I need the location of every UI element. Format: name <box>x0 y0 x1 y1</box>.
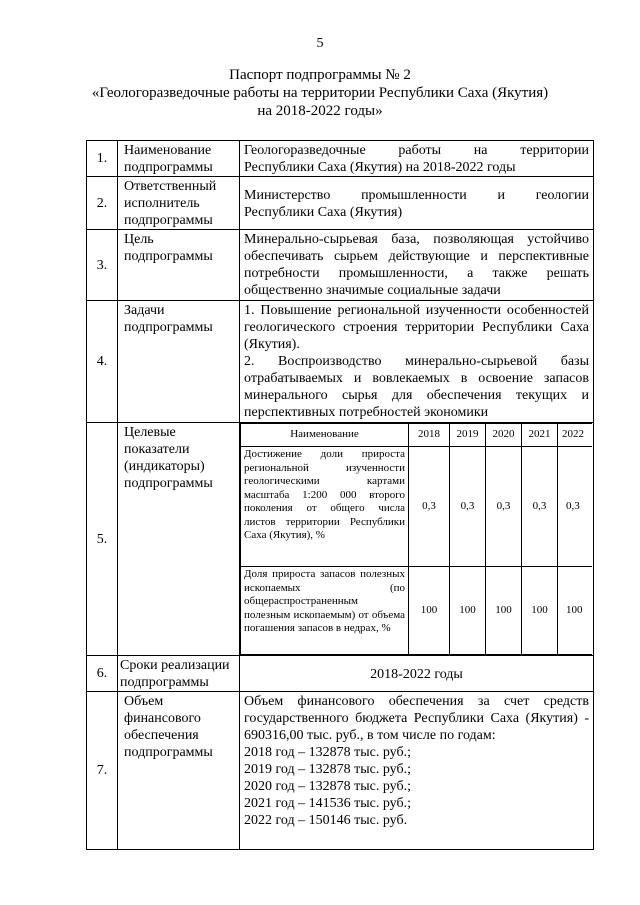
table-row <box>87 692 594 850</box>
indicators-header-name: Наименование <box>241 424 409 447</box>
indicator-value: 100 <box>522 567 558 655</box>
indicator-value: 100 <box>409 567 450 655</box>
row-number: 4. <box>87 301 118 423</box>
table-row <box>87 141 594 177</box>
row-value: 1. Повышение региональной изученности особенностей геологического строения территории Республики Саха (Якутия). 2. Воспроизводство минерально-сырьевой базы отрабатываемых и вовлекаемых в освоение запасов минерального сырья для обеспечения текущих и перспективных потребностей экономики <box>240 301 594 423</box>
document-title <box>60 66 580 120</box>
indicator-name: Доля прироста запасов полезных ископаемых (по общераспространенным полезным ископаемым) от объема погашения запасов в недрах, % <box>241 567 409 655</box>
indicator-value: 100 <box>558 567 593 655</box>
indicators-header-row <box>241 424 593 447</box>
title-line-2: «Геологоразведочные работы на территории Республики Саха (Якутия) <box>91 85 549 101</box>
indicator-value: 0,3 <box>522 447 558 567</box>
row-value: Объем финансового обеспечения за счет средств государственного бюджета Республики Саха (Якутия) - 690316,00 тыс. руб., в том числе по годам: 2018 год – 132878 тыс. руб.; 2019 год – 132878 тыс. руб.; 2020 год – 132878 тыс. руб.; 2021 год – 141536 тыс. руб.; 2022 год – 150146 тыс. руб. <box>240 692 594 850</box>
row-label: Ответственный исполнитель подпрограммы <box>118 177 240 230</box>
row-label: Наименование подпрограммы <box>118 141 240 177</box>
page-number: 5 <box>316 36 324 51</box>
indicator-value: 0,3 <box>558 447 593 567</box>
year-header: 2020 <box>486 424 522 447</box>
year-header: 2021 <box>522 424 558 447</box>
indicator-value: 100 <box>450 567 486 655</box>
passport-table <box>86 140 594 850</box>
indicator-value: 0,3 <box>486 447 522 567</box>
title-line-1: Паспорт подпрограммы № 2 <box>229 67 411 83</box>
indicators-table <box>240 423 592 655</box>
row-number: 2. <box>87 177 118 230</box>
table-row <box>87 301 594 423</box>
title-line-3: на 2018-2022 годы» <box>257 103 383 119</box>
row-value: 2018-2022 годы <box>240 656 594 692</box>
row-label: Объем финансового обеспечения подпрограммы <box>118 692 240 850</box>
year-header: 2022 <box>558 424 593 447</box>
row-number: 6. <box>87 656 118 692</box>
row-number: 7. <box>87 692 118 850</box>
row-value: Минерально-сырьевая база, позволяющая устойчиво обеспечивать сырьем действующие и перспективные потребности промышленности, а также решать общественно значимые социальные задачи <box>240 230 594 301</box>
indicator-value: 0,3 <box>450 447 486 567</box>
table-row <box>87 177 594 230</box>
row-number: 1. <box>87 141 118 177</box>
year-header: 2019 <box>450 424 486 447</box>
indicator-row <box>241 567 593 655</box>
row-number: 5. <box>87 423 118 656</box>
year-header: 2018 <box>409 424 450 447</box>
row-value: Геологоразведочные работы на территории Республики Саха (Якутия) на 2018-2022 годы <box>240 141 594 177</box>
table-row <box>87 656 594 692</box>
row-number: 3. <box>87 230 118 301</box>
row-label: Сроки реализации подпрограммы <box>118 656 240 692</box>
row-label: Целевые показатели (индикаторы) подпрограммы <box>118 423 240 656</box>
indicator-name: Достижение доли прироста региональной изученности геологическими картами масштаба 1:200 000 второго поколения от общего числа листов территории Республики Саха (Якутия), % <box>241 447 409 567</box>
table-row <box>87 230 594 301</box>
indicator-row <box>241 447 593 567</box>
row-label: Задачи подпрограммы <box>118 301 240 423</box>
table-row <box>87 423 594 656</box>
row-value: Министерство промышленности и геологии Республики Саха (Якутия) <box>240 177 594 230</box>
indicator-value: 0,3 <box>409 447 450 567</box>
indicator-value: 100 <box>486 567 522 655</box>
row-label: Цель подпрограммы <box>118 230 240 301</box>
indicators-cell <box>240 423 594 656</box>
